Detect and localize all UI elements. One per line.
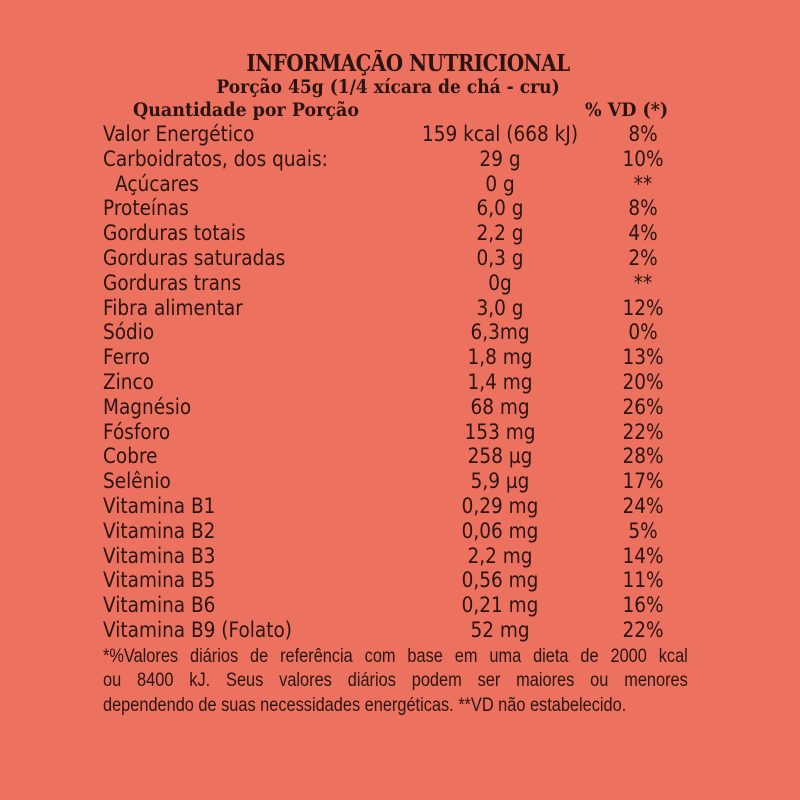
nutrient-daily-value: 24% [622,493,664,518]
nutrient-daily-value: 13% [622,345,664,370]
nutrient-name: Carboidratos, dos quais: [103,146,328,171]
nutrient-quantity: 3,0 g [476,295,524,320]
nutrient-name: Gorduras trans [103,270,242,295]
nutrient-quantity: 159 kcal (668 kJ) [421,122,579,146]
nutrient-quantity: 153 mg [464,419,536,444]
nutrient-row [103,296,703,321]
nutrient-daily-value: 8% [628,196,658,221]
nutrient-name: Cobre [103,444,158,469]
footnote-line: dependendo de suas necessidades energéticas. **VD não estabelecido. [103,694,627,716]
nutrient-row [103,172,703,197]
nutrient-row [103,196,703,221]
serving-size: Porção 45g (1/4 xícara de chá - cru) [216,76,560,98]
footnote-line: ou 8400 kJ. Seus valores diários podem ser maiores ou menores [103,670,688,692]
nutrient-name: Vitamina B6 [103,593,216,618]
nutrient-row [103,593,703,618]
nutrient-name: Zinco [103,369,154,394]
nutrient-name: Vitamina B2 [103,518,216,543]
nutrient-row [103,469,703,494]
nutrient-row [103,444,703,469]
nutrient-name: Fósforo [103,419,171,444]
nutrient-quantity: 5,9 µg [470,469,530,494]
nutrient-row [103,370,703,395]
nutrient-quantity: 0 g [485,171,515,196]
nutrient-daily-value: 4% [628,221,658,246]
table-header [103,98,703,122]
nutrient-quantity: 1,8 mg [467,345,533,370]
nutrient-row [103,618,703,643]
nutrient-quantity: 6,3mg [470,320,530,345]
footnote-line: *%Valores diários de referência com base em uma dieta de 2000 kcal [103,645,688,667]
nutrient-daily-value: 20% [622,369,664,394]
nutrient-name: Vitamina B5 [103,568,216,593]
nutrient-quantity: 29 g [479,146,521,171]
nutrient-quantity: 258 µg [467,444,533,469]
nutrient-daily-value: 11% [622,568,664,593]
nutrient-quantity: 52 mg [470,617,530,642]
nutrient-name: Açúcares [115,171,199,196]
nutrient-quantity: 0,3 g [476,245,524,270]
nutrient-quantity: 0,56 mg [461,568,539,593]
nutrient-name: Ferro [103,345,150,370]
nutrient-daily-value: 16% [622,593,664,618]
nutrient-daily-value: 8% [628,122,658,146]
nutrient-daily-value: 2% [628,245,658,270]
nutrient-quantity: 2,2 g [476,221,524,246]
nutrient-name: Vitamina B1 [103,493,216,518]
nutrient-quantity: 2,2 mg [467,543,533,568]
nutrient-name: Fibra alimentar [103,295,243,320]
nutrient-quantity: 0,06 mg [461,518,539,543]
header-quantity: Quantidade por Porção [133,99,360,121]
nutrient-daily-value: 17% [622,469,664,494]
nutrient-row [103,544,703,569]
nutrient-name: Vitamina B3 [103,543,216,568]
header-daily-value: % VD (*) [585,99,669,121]
nutrient-name: Gorduras totais [103,221,246,246]
nutrient-daily-value: 22% [622,419,664,444]
nutrient-row [103,147,703,172]
nutrient-daily-value: 12% [622,295,664,320]
nutrient-row [103,246,703,271]
nutrient-quantity: 0,29 mg [461,493,539,518]
nutrient-daily-value: 0% [628,320,658,345]
nutrient-name: Sódio [103,320,155,345]
nutrient-row [103,420,703,445]
nutrient-daily-value: 10% [622,146,664,171]
nutrient-row [103,271,703,296]
footnote [103,645,688,719]
nutrient-quantity: 1,4 mg [467,369,533,394]
nutrient-row [103,221,703,246]
nutrient-row [103,395,703,420]
nutrient-daily-value: ** [633,171,653,196]
nutrient-name: Valor Energético [103,122,255,146]
nutrient-daily-value: 28% [622,444,664,469]
nutrient-name: Magnésio [103,394,192,419]
nutrient-row [103,345,703,370]
nutrient-quantity: 0,21 mg [461,593,539,618]
nutrient-row [103,568,703,593]
nutrient-name: Proteínas [103,196,189,221]
nutrient-name: Gorduras saturadas [103,245,286,270]
nutrition-title: INFORMAÇÃO NUTRICIONAL [246,50,570,77]
nutrient-row [103,320,703,345]
nutrient-row [103,519,703,544]
nutrient-name: Vitamina B9 (Folato) [103,617,293,642]
nutrient-daily-value: 26% [622,394,664,419]
nutrition-facts-panel [103,50,703,718]
nutrient-row [103,122,703,147]
nutrient-quantity: 68 mg [470,394,530,419]
nutrient-quantity: 6,0 g [476,196,524,221]
nutrient-daily-value: 5% [628,518,658,543]
nutrient-quantity: 0g [488,270,512,295]
nutrient-daily-value: 22% [622,617,664,642]
nutrient-daily-value: 14% [622,543,664,568]
nutrient-name: Selênio [103,469,171,494]
nutrient-daily-value: ** [633,270,653,295]
nutrient-row [103,494,703,519]
nutrient-table [103,122,703,643]
